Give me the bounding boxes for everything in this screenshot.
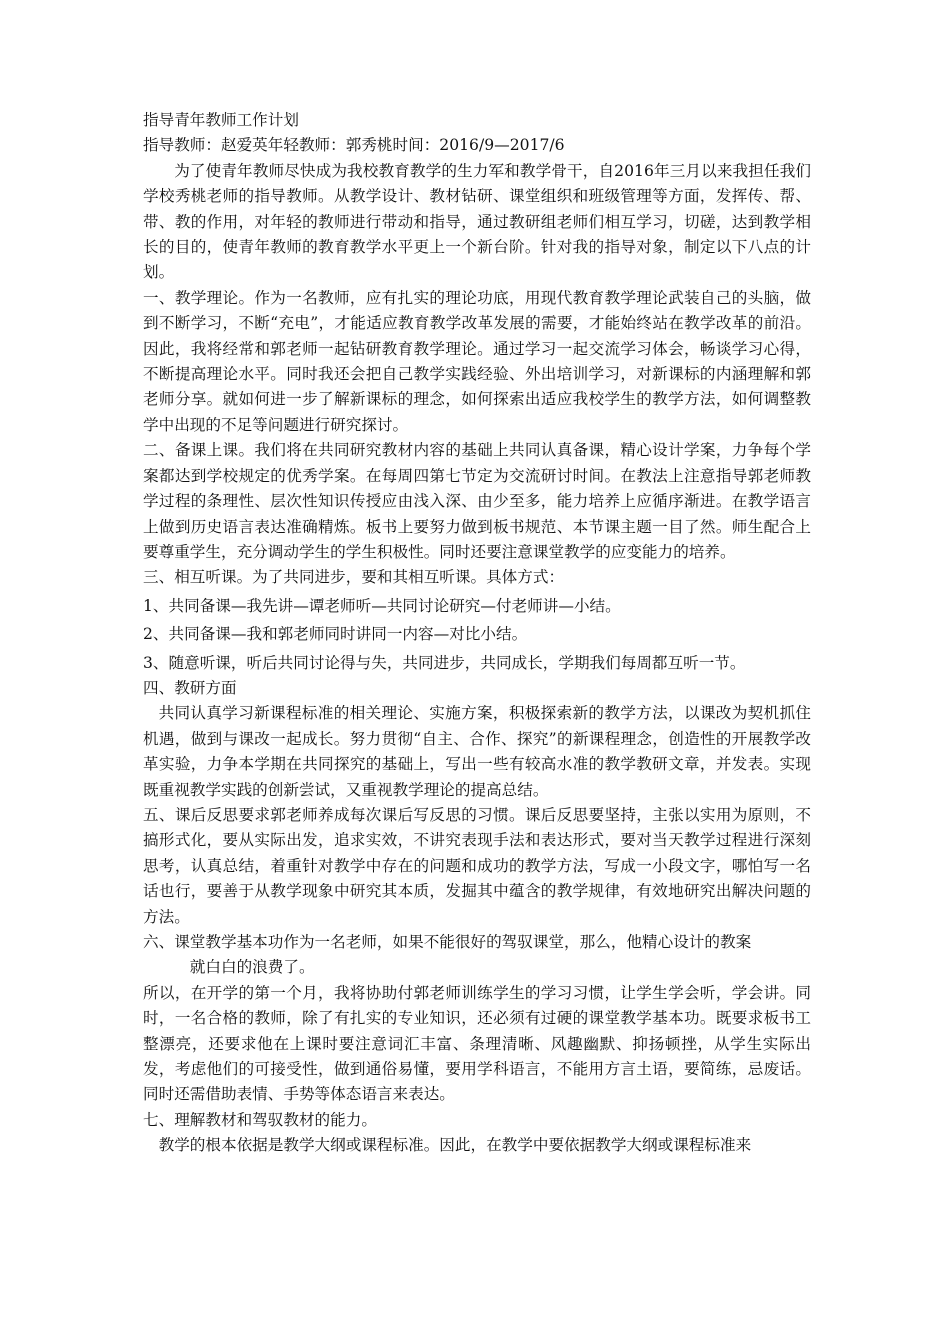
section-4-heading: 四、教研方面: [143, 678, 237, 697]
section-5-paragraph: 五、课后反思要求郭老师养成每次课后写反思的习惯。课后反思要坚持，主张以实用为原则，不搞形式化，要从实际出发，追求实效，不讲究表现手法和表达形式，要对当天教学过程进行深刻思考，认真总结，着重针对教学中存在的问题和成功的教学方法，写成一小段文字，哪怕写一名话也行，要善于从教学现象中研究其本质，发掘其中蕴含的教学规律，有效地研究出解决问题的方法。: [143, 805, 811, 926]
section-3-item-2: 2、共同备课—我和郭老师同时讲同一内容—对比小结。: [143, 625, 528, 644]
section-1-paragraph: 一、教学理论。作为一名教师，应有扎实的理论功底，用现代教育教学理论武装自己的头脑，做到不断学习，不断“充电”，才能适应教育教学改革发展的需要，才能始终站在教学改革的前沿。因此，我将经常和郭老师一起钻研教育教学理论。通过学习一起交流学习体会，畅谈学习心得，不断提高理论水平。同时我还会把自己教学实践经验、外出培训学习，对新课标的内涵理解和郭老师分享。就如何进一步了解新课标的理念，如何探索出适应我校学生的教学方法，如何调整教学中出现的不足等问题进行研究探讨。: [143, 288, 811, 434]
section-3-item-1: 1、共同备课—我先讲—谭老师听—共同讨论研究—付老师讲—小结。: [143, 596, 621, 615]
section-6-paragraph: 所以，在开学的第一个月，我将协助付郭老师训练学生的学习习惯，让学生学会听，学会讲。同时，一名合格的教师，除了有扎实的专业知识，还必须有过硬的课堂教学基本功。既要求板书工整漂亮，还要求他在上课时要注意词汇丰富、条理清晰、风趣幽默、抑扬顿挫，从学生实际出发，考虑他们的可接受性，做到通俗易懂，要用学科语言，不能用方言土语，要简练，忌废话。同时还需借助表情、手势等体态语言来表达。: [143, 983, 811, 1104]
section-3-heading: 三、相互听课。为了共同进步，要和其相互听课。具体方式：: [143, 568, 565, 587]
section-3-item-3: 3、随意听课，听后共同讨论得与失，共同进步，共同成长，学期我们每周都互听一节。: [143, 653, 746, 672]
document-page: [143, 108, 811, 1159]
section-7-heading: 七、理解教材和驾驭教材的能力。: [143, 1110, 377, 1129]
section-6-heading-line-1: 六、课堂教学基本功作为一名老师，如果不能很好的驾驭课堂，那么，他精心设计的教案: [143, 933, 752, 951]
intro-paragraph: 为了使青年教师尽快成为我校教育教学的生力军和教学骨干，自2016年三月以来我担任我们学校秀桃老师的指导教师。从教学设计、教材钻研、课堂组织和班级管理等方面，发挥传、帮、带、教的作用，对年轻的教师进行带动和指导，通过教研组老师们相互学习，切磋，达到教学相长的目的，使青年教师的教育教学水平更上一个新台阶。针对我的指导对象，制定以下八点的计划。: [143, 161, 811, 282]
section-4-paragraph: 共同认真学习新课程标准的相关理论、实施方案，积极探索新的教学方法，以课改为契机抓住机遇，做到与课改一起成长。努力贯彻“自主、合作、探究”的新课程理念，创造性的开展教学改革实验，力争本学期在共同探究的基础上，写出一些有较高水准的教学教研文章，并发表。实现既重视教学实践的创新尝试，又重视教学理论的提高总结。: [143, 704, 811, 799]
section-2-paragraph: 二、备课上课。我们将在共同研究教材内容的基础上共同认真备课，精心设计学案，力争每个学案都达到学校规定的优秀学案。在每周四第七节定为交流研讨时间。在教法上注意指导郭老师教学过程的条理性、层次性知识传授应由浅入深、由少至多，能力培养上应循序渐进。在教学语言上做到历史语言表达准确精炼。板书上要努力做到板书规范、本节课主题一目了然。师生配合上要尊重学生，充分调动学生的学生积极性。同时还要注意课堂教学的应变能力的培养。: [143, 441, 811, 561]
section-6-heading-line-2: 就白白的浪费了。: [189, 958, 315, 977]
document-title: 指导青年教师工作计划: [143, 111, 299, 129]
document-meta: 指导教师：赵爱英年轻教师：郭秀桃时间：2016/9—2017/6: [143, 136, 565, 155]
section-7-paragraph: 教学的根本依据是教学大纲或课程标准。因此，在教学中要依据教学大纲或课程标准来: [158, 1136, 752, 1155]
